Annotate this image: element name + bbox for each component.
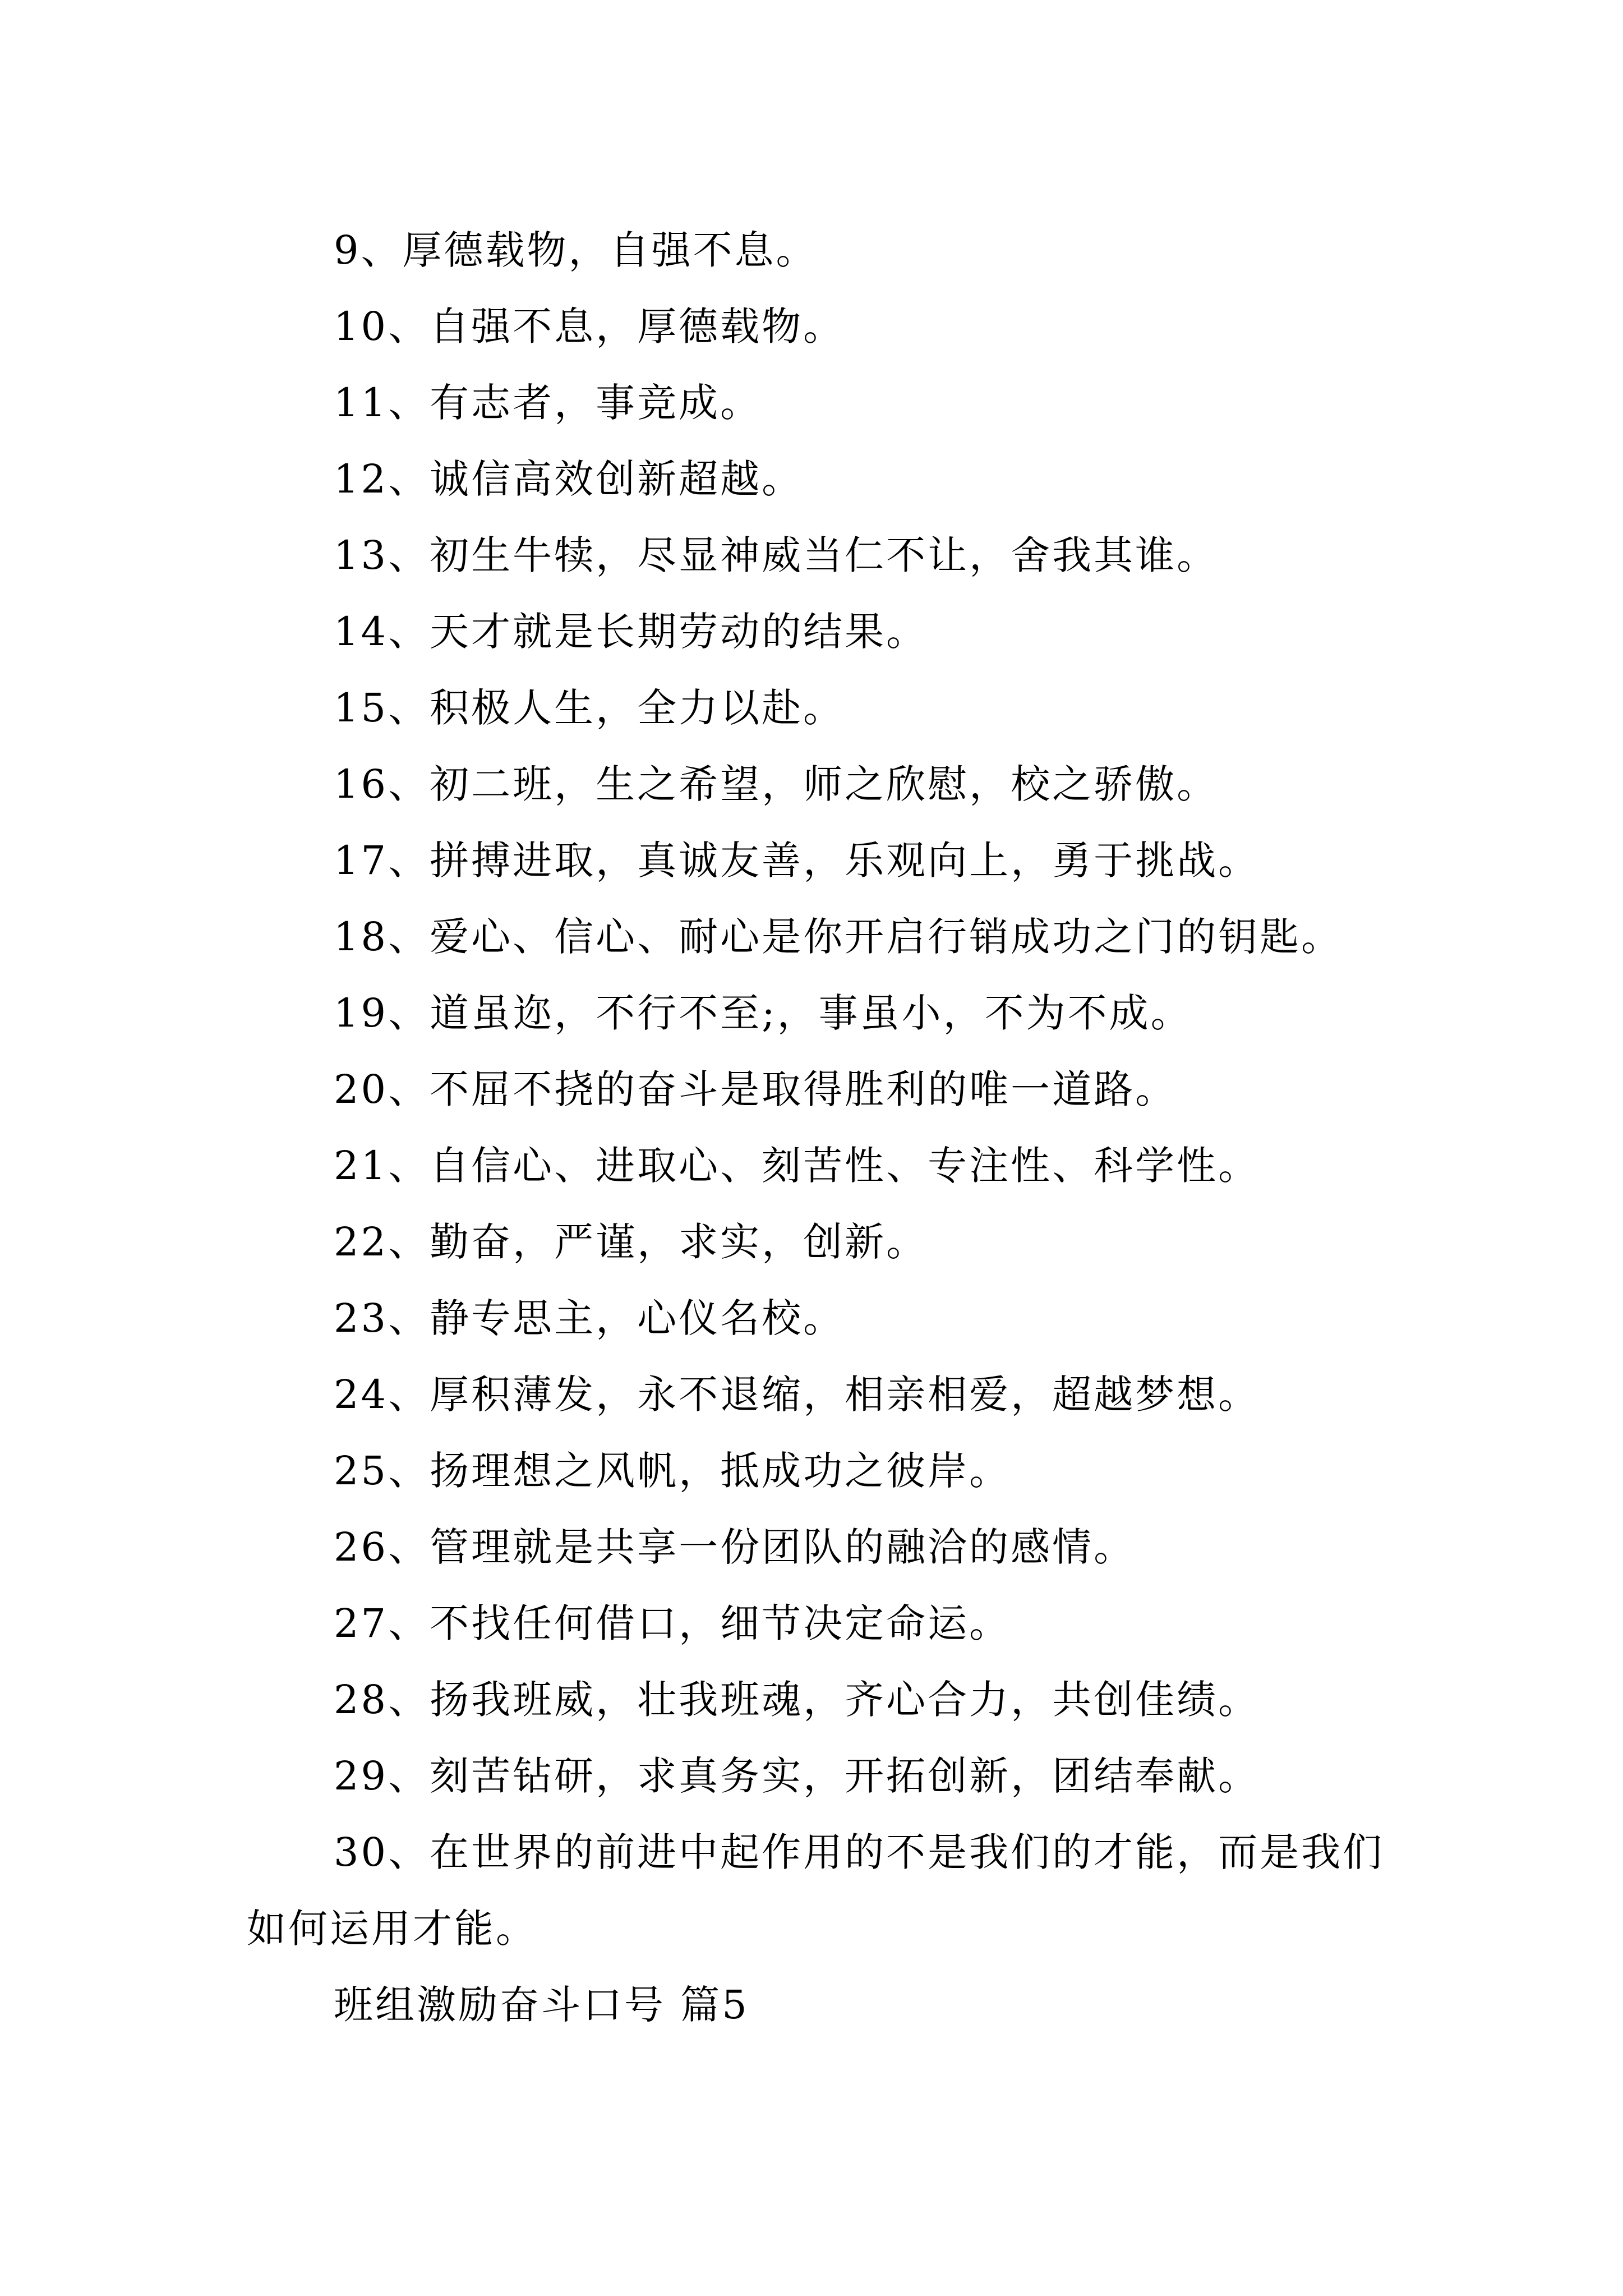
list-item: 21、自信心、进取心、刻苦性、专注性、科学性。 bbox=[334, 1143, 1260, 1189]
list-item: 23、静专思主，心仪名校。 bbox=[334, 1295, 845, 1341]
list-item: 12、诚信高效创新超越。 bbox=[334, 456, 804, 502]
list-item: 10、自强不息，厚德载物。 bbox=[334, 303, 845, 349]
list-item: 25、扬理想之风帆，抵成功之彼岸。 bbox=[334, 1448, 1011, 1494]
list-item-wrapped: 30、在世界的前进中起作用的不是我们的才能，而是我们如何运用才能。 bbox=[247, 1829, 1385, 1952]
list-item: 13、初生牛犊，尽显神威当仁不让，舍我其谁。 bbox=[334, 532, 1219, 578]
list-item: 22、勤奋，严谨，求实，创新。 bbox=[334, 1219, 928, 1265]
document-body bbox=[247, 212, 1402, 2043]
section-heading: 班组激励奋斗口号 篇5 bbox=[334, 1982, 749, 2028]
list-item: 14、天才就是长期劳动的结果。 bbox=[334, 609, 928, 655]
list-item: 9、厚德载物，自强不息。 bbox=[334, 227, 818, 273]
list-item: 16、初二班，生之希望，师之欣慰，校之骄傲。 bbox=[334, 761, 1219, 807]
list-item: 28、扬我班威，壮我班魂，齐心合力，共创佳绩。 bbox=[334, 1677, 1260, 1723]
list-item: 15、积极人生，全力以赴。 bbox=[334, 685, 845, 731]
list-item: 19、道虽迩，不行不至;，事虽小，不为不成。 bbox=[334, 990, 1192, 1036]
list-item: 26、管理就是共享一份团队的融洽的感情。 bbox=[334, 1524, 1136, 1570]
list-item: 18、爱心、信心、耐心是你开启行销成功之门的钥匙。 bbox=[334, 914, 1343, 960]
list-item: 20、不屈不挠的奋斗是取得胜利的唯一道路。 bbox=[334, 1066, 1177, 1112]
list-item: 11、有志者，事竞成。 bbox=[334, 380, 762, 426]
list-item: 17、拼搏进取，真诚友善，乐观向上，勇于挑战。 bbox=[334, 838, 1260, 884]
list-item: 29、刻苦钻研，求真务实，开拓创新，团结奉献。 bbox=[334, 1753, 1260, 1799]
list-item: 27、不找任何借口，细节决定命运。 bbox=[334, 1600, 1011, 1646]
list-item: 24、厚积薄发，永不退缩，相亲相爱，超越梦想。 bbox=[334, 1372, 1260, 1418]
